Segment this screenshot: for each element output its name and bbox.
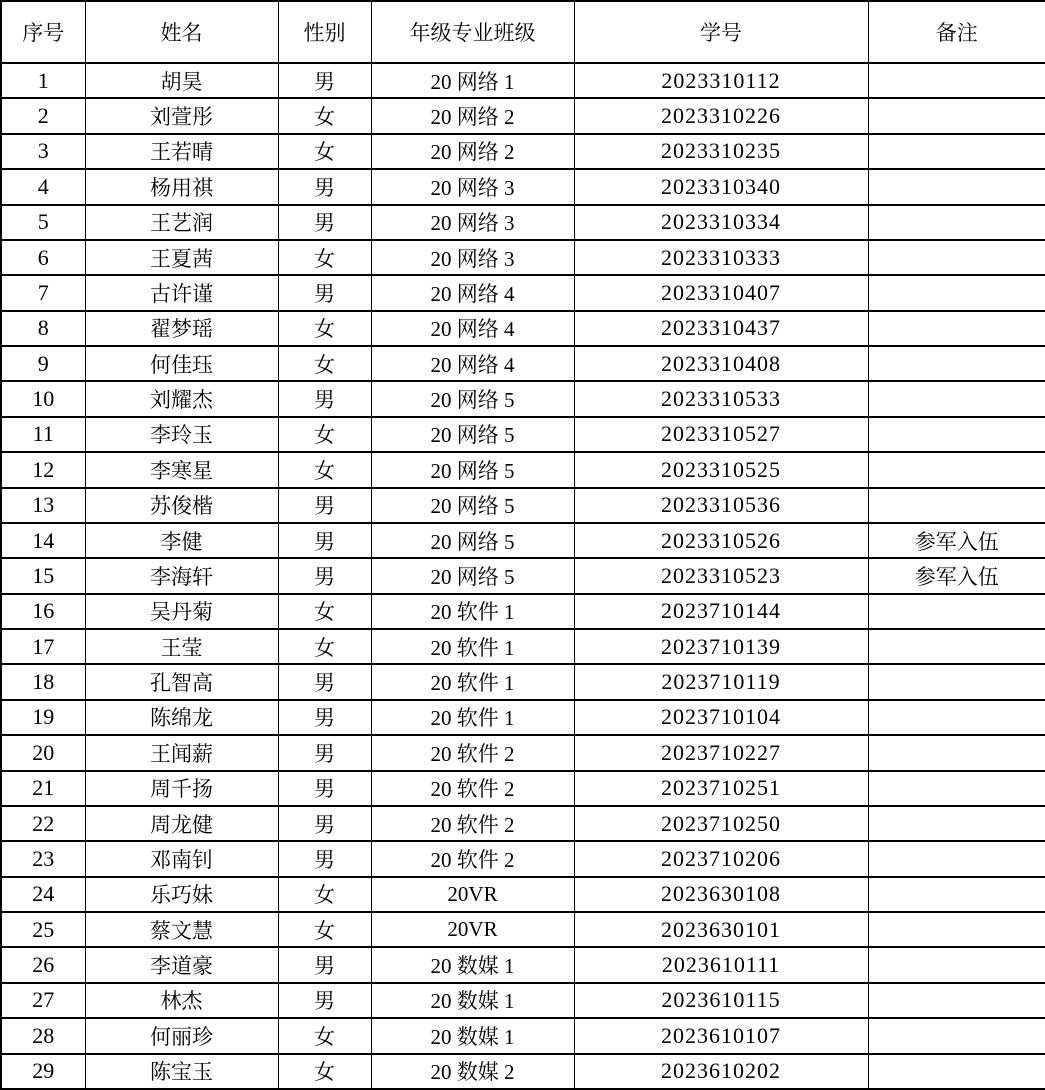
cell-class_name: 20 网络 5: [371, 558, 574, 593]
cell-class_name: 20 网络 5: [371, 452, 574, 487]
cell-note: [868, 1018, 1045, 1053]
cell-note: [868, 205, 1045, 240]
cell-no: 3: [1, 134, 85, 169]
cell-no: 1: [1, 63, 85, 98]
cell-student_id: 2023610111: [574, 947, 868, 982]
cell-name: 邓南钊: [85, 841, 278, 876]
cell-gender: 男: [278, 63, 371, 98]
cell-class_name: 20 软件 1: [371, 594, 574, 629]
cell-gender: 男: [278, 275, 371, 310]
cell-gender: 女: [278, 1018, 371, 1053]
cell-name: 蔡文慧: [85, 912, 278, 947]
cell-no: 26: [1, 947, 85, 982]
cell-no: 20: [1, 735, 85, 770]
cell-student_id: 2023310407: [574, 275, 868, 310]
table-row: [1, 240, 1045, 275]
cell-name: 李海轩: [85, 558, 278, 593]
cell-name: 王夏茜: [85, 240, 278, 275]
table-row: [1, 134, 1045, 169]
cell-note: 参军入伍: [868, 558, 1045, 593]
cell-student_id: 2023710250: [574, 806, 868, 841]
cell-gender: 男: [278, 947, 371, 982]
cell-no: 27: [1, 983, 85, 1018]
table-row: [1, 735, 1045, 770]
cell-gender: 女: [278, 346, 371, 381]
cell-no: 7: [1, 275, 85, 310]
cell-name: 王闻薪: [85, 735, 278, 770]
table-body: [1, 63, 1045, 1089]
cell-student_id: 2023610202: [574, 1054, 868, 1090]
cell-class_name: 20 软件 1: [371, 700, 574, 735]
cell-note: [868, 664, 1045, 699]
cell-class_name: 20 网络 5: [371, 523, 574, 558]
table-row: [1, 98, 1045, 133]
cell-name: 翟梦瑶: [85, 311, 278, 346]
table-row: [1, 1054, 1045, 1090]
table-row: [1, 311, 1045, 346]
cell-name: 陈宝玉: [85, 1054, 278, 1090]
table-row: [1, 381, 1045, 416]
cell-note: [868, 346, 1045, 381]
table-header: [1, 1, 1045, 63]
cell-gender: 男: [278, 735, 371, 770]
cell-no: 21: [1, 771, 85, 806]
cell-class_name: 20VR: [371, 877, 574, 912]
cell-note: [868, 912, 1045, 947]
cell-student_id: 2023310112: [574, 63, 868, 98]
cell-gender: 女: [278, 98, 371, 133]
cell-name: 周龙健: [85, 806, 278, 841]
cell-class_name: 20 数媒 1: [371, 1018, 574, 1053]
table-row: [1, 417, 1045, 452]
table-row: [1, 63, 1045, 98]
cell-note: [868, 311, 1045, 346]
table-row: [1, 346, 1045, 381]
cell-gender: 女: [278, 452, 371, 487]
header-row: [1, 1, 1045, 63]
table-row: [1, 1018, 1045, 1053]
cell-no: 14: [1, 523, 85, 558]
cell-no: 12: [1, 452, 85, 487]
cell-no: 17: [1, 629, 85, 664]
cell-class_name: 20 软件 2: [371, 806, 574, 841]
cell-name: 何丽珍: [85, 1018, 278, 1053]
cell-gender: 男: [278, 806, 371, 841]
cell-name: 林杰: [85, 983, 278, 1018]
cell-gender: 女: [278, 311, 371, 346]
cell-class_name: 20 软件 2: [371, 771, 574, 806]
cell-note: [868, 63, 1045, 98]
table-row: [1, 806, 1045, 841]
cell-note: [868, 417, 1045, 452]
table-row: [1, 169, 1045, 204]
cell-gender: 男: [278, 169, 371, 204]
cell-gender: 女: [278, 1054, 371, 1090]
table-row: [1, 558, 1045, 593]
cell-student_id: 2023710251: [574, 771, 868, 806]
cell-name: 苏俊楷: [85, 488, 278, 523]
header-name: 姓名: [85, 1, 278, 63]
cell-student_id: 2023310525: [574, 452, 868, 487]
cell-note: [868, 983, 1045, 1018]
cell-name: 古许谨: [85, 275, 278, 310]
header-gender: 性别: [278, 1, 371, 63]
header-note: 备注: [868, 1, 1045, 63]
cell-no: 24: [1, 877, 85, 912]
cell-student_id: 2023310536: [574, 488, 868, 523]
cell-student_id: 2023310533: [574, 381, 868, 416]
cell-note: [868, 735, 1045, 770]
cell-name: 李寒星: [85, 452, 278, 487]
cell-class_name: 20 网络 4: [371, 275, 574, 310]
cell-class_name: 20 网络 5: [371, 381, 574, 416]
cell-note: [868, 629, 1045, 664]
cell-gender: 男: [278, 205, 371, 240]
cell-gender: 女: [278, 240, 371, 275]
cell-student_id: 2023310340: [574, 169, 868, 204]
cell-no: 13: [1, 488, 85, 523]
cell-no: 18: [1, 664, 85, 699]
header-no: 序号: [1, 1, 85, 63]
cell-no: 8: [1, 311, 85, 346]
cell-student_id: 2023630101: [574, 912, 868, 947]
cell-name: 王若晴: [85, 134, 278, 169]
cell-name: 李玲玉: [85, 417, 278, 452]
cell-note: [868, 134, 1045, 169]
cell-no: 19: [1, 700, 85, 735]
cell-note: [868, 169, 1045, 204]
cell-name: 何佳珏: [85, 346, 278, 381]
cell-student_id: 2023310437: [574, 311, 868, 346]
cell-note: [868, 452, 1045, 487]
cell-gender: 女: [278, 134, 371, 169]
header-student-id: 学号: [574, 1, 868, 63]
cell-class_name: 20 网络 2: [371, 134, 574, 169]
table-row: [1, 983, 1045, 1018]
cell-student_id: 2023310334: [574, 205, 868, 240]
cell-no: 29: [1, 1054, 85, 1090]
cell-gender: 男: [278, 841, 371, 876]
cell-name: 李道豪: [85, 947, 278, 982]
cell-class_name: 20 软件 2: [371, 841, 574, 876]
cell-class_name: 20 网络 5: [371, 488, 574, 523]
table-row: [1, 771, 1045, 806]
cell-no: 22: [1, 806, 85, 841]
cell-no: 11: [1, 417, 85, 452]
cell-gender: 男: [278, 523, 371, 558]
cell-student_id: 2023310333: [574, 240, 868, 275]
table-row: [1, 523, 1045, 558]
cell-student_id: 2023710139: [574, 629, 868, 664]
cell-student_id: 2023710227: [574, 735, 868, 770]
cell-name: 胡昊: [85, 63, 278, 98]
cell-student_id: 2023710119: [574, 664, 868, 699]
cell-name: 刘萱彤: [85, 98, 278, 133]
table-row: [1, 912, 1045, 947]
cell-note: [868, 98, 1045, 133]
table-row: [1, 664, 1045, 699]
cell-name: 王艺润: [85, 205, 278, 240]
cell-class_name: 20 网络 4: [371, 311, 574, 346]
cell-note: [868, 240, 1045, 275]
cell-student_id: 2023310527: [574, 417, 868, 452]
cell-note: [868, 1054, 1045, 1090]
cell-gender: 男: [278, 664, 371, 699]
cell-class_name: 20 网络 4: [371, 346, 574, 381]
cell-note: [868, 488, 1045, 523]
cell-gender: 女: [278, 417, 371, 452]
cell-class_name: 20 数媒 1: [371, 983, 574, 1018]
cell-gender: 女: [278, 877, 371, 912]
cell-name: 乐巧妹: [85, 877, 278, 912]
cell-gender: 男: [278, 488, 371, 523]
table-row: [1, 488, 1045, 523]
cell-class_name: 20 软件 1: [371, 664, 574, 699]
header-class-name: 年级专业班级: [371, 1, 574, 63]
cell-class_name: 20 网络 3: [371, 205, 574, 240]
cell-student_id: 2023310235: [574, 134, 868, 169]
cell-gender: 女: [278, 912, 371, 947]
cell-note: [868, 771, 1045, 806]
cell-no: 9: [1, 346, 85, 381]
cell-gender: 男: [278, 381, 371, 416]
cell-class_name: 20 数媒 1: [371, 947, 574, 982]
cell-class_name: 20 软件 2: [371, 735, 574, 770]
cell-no: 10: [1, 381, 85, 416]
cell-name: 杨用祺: [85, 169, 278, 204]
cell-gender: 女: [278, 594, 371, 629]
cell-student_id: 2023310526: [574, 523, 868, 558]
cell-class_name: 20 数媒 2: [371, 1054, 574, 1090]
cell-note: [868, 594, 1045, 629]
table-row: [1, 594, 1045, 629]
cell-gender: 男: [278, 558, 371, 593]
cell-no: 23: [1, 841, 85, 876]
cell-name: 吴丹菊: [85, 594, 278, 629]
cell-name: 李健: [85, 523, 278, 558]
cell-no: 6: [1, 240, 85, 275]
cell-gender: 男: [278, 700, 371, 735]
cell-no: 28: [1, 1018, 85, 1053]
cell-note: [868, 947, 1045, 982]
table-row: [1, 452, 1045, 487]
cell-class_name: 20 网络 2: [371, 98, 574, 133]
table-row: [1, 947, 1045, 982]
table-row: [1, 205, 1045, 240]
cell-name: 陈绵龙: [85, 700, 278, 735]
cell-no: 15: [1, 558, 85, 593]
cell-note: [868, 700, 1045, 735]
cell-note: 参军入伍: [868, 523, 1045, 558]
cell-student_id: 2023710104: [574, 700, 868, 735]
cell-name: 孔智高: [85, 664, 278, 699]
cell-note: [868, 806, 1045, 841]
cell-gender: 男: [278, 771, 371, 806]
table-row: [1, 275, 1045, 310]
cell-class_name: 20 网络 3: [371, 240, 574, 275]
cell-class_name: 20 网络 5: [371, 417, 574, 452]
cell-student_id: 2023310408: [574, 346, 868, 381]
cell-student_id: 2023610115: [574, 983, 868, 1018]
cell-note: [868, 841, 1045, 876]
cell-class_name: 20 网络 1: [371, 63, 574, 98]
cell-name: 周千扬: [85, 771, 278, 806]
cell-student_id: 2023610107: [574, 1018, 868, 1053]
cell-class_name: 20 网络 3: [371, 169, 574, 204]
cell-student_id: 2023630108: [574, 877, 868, 912]
cell-name: 王莹: [85, 629, 278, 664]
cell-no: 16: [1, 594, 85, 629]
cell-name: 刘耀杰: [85, 381, 278, 416]
cell-note: [868, 877, 1045, 912]
cell-no: 4: [1, 169, 85, 204]
cell-class_name: 20VR: [371, 912, 574, 947]
cell-no: 25: [1, 912, 85, 947]
cell-student_id: 2023710206: [574, 841, 868, 876]
cell-student_id: 2023710144: [574, 594, 868, 629]
cell-gender: 女: [278, 629, 371, 664]
table-row: [1, 629, 1045, 664]
table-row: [1, 877, 1045, 912]
cell-class_name: 20 软件 1: [371, 629, 574, 664]
cell-student_id: 2023310226: [574, 98, 868, 133]
cell-no: 2: [1, 98, 85, 133]
cell-gender: 男: [278, 983, 371, 1018]
table-row: [1, 700, 1045, 735]
cell-student_id: 2023310523: [574, 558, 868, 593]
cell-no: 5: [1, 205, 85, 240]
cell-note: [868, 381, 1045, 416]
cell-note: [868, 275, 1045, 310]
table-row: [1, 841, 1045, 876]
